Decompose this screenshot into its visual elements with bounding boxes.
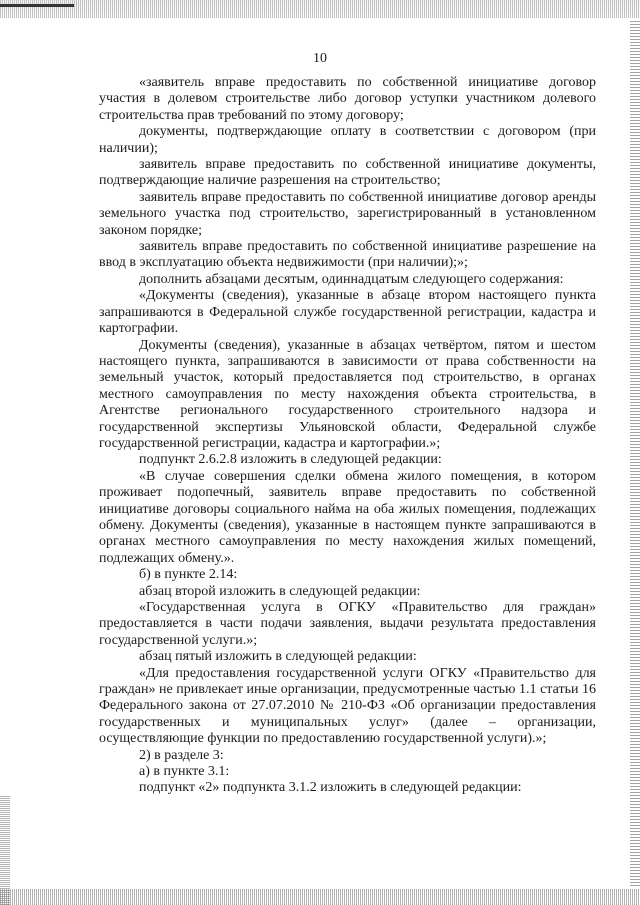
paragraph: документы, подтверждающие оплату в соответствии с договором (при наличии);: [99, 124, 596, 156]
paragraph: подпункт «2» подпункта 3.1.2 изложить в следующей редакции:: [139, 780, 522, 796]
paragraph: заявитель вправе предоставить по собственной инициативе договор аренды земельного участка под строительство, зарегистрированный в установленном законом порядке;: [99, 189, 596, 238]
paragraph: абзац второй изложить в следующей редакции:: [139, 583, 421, 599]
paragraph: Документы (сведения), указанные в абзацах четвёртом, пятом и шестом настоящего пункта, запрашиваются в зависимости от права собственности на земельный участок, который предоставляется под строительство, в органах местного самоуправления по месту нахождения объекта строительства, в Агентстве регионального государственного строительного надзора и государственной экспертизы Ульяновской области, Федеральной службе государственной регистрации, кадастра и картографии.»;: [99, 337, 596, 451]
paragraph: абзац пятый изложить в следующей редакции:: [139, 649, 417, 665]
paragraph: «Государственная услуга в ОГКУ «Правительство для граждан» предоставляется в части подачи заявления, выдачи результата предоставления государственной услуги.»;: [99, 600, 596, 648]
paragraph: «Для предоставления государственной услуги ОГКУ «Правительство для граждан» не привлекает иные организации, предусмотренные частью 1.1 статьи 16 Федерального закона от 27.07.2010 № 210-ФЗ «Об организации предоставления государственных и муниципальных услуг» (далее – организации, осуществляющие функции по предоставлению государственной услуги).»;: [99, 665, 596, 747]
paragraph: заявитель вправе предоставить по собственной инициативе документы, подтверждающие наличие разрешения на строительство;: [99, 157, 596, 189]
scan-edge-bottom: [0, 889, 640, 905]
scan-edge-right: [630, 20, 640, 886]
paragraph: дополнить абзацами десятым, одиннадцатым следующего содержания:: [139, 271, 564, 287]
page-number: 10: [313, 51, 327, 66]
paragraph: «Документы (сведения), указанные в абзаце втором настоящего пункта запрашиваются в Федеральной службе государственной регистрации, кадастра и картографии.: [99, 288, 596, 337]
paragraph: заявитель вправе предоставить по собственной инициативе разрешение на ввод в эксплуатацию объекта недвижимости (при наличии);»;: [99, 239, 596, 271]
scan-edge-bottom-left: [0, 795, 10, 905]
document-body: [99, 75, 596, 797]
scan-mark: [0, 4, 74, 7]
paragraph: а) в пункте 3.1:: [139, 764, 230, 780]
paragraph: 2) в разделе 3:: [139, 747, 224, 763]
scan-edge-top: [0, 0, 640, 18]
paragraph: «В случае совершения сделки обмена жилого помещения, в котором проживает подопечный, заявитель вправе предоставить по собственной инициативе договоры социального найма на оба жилых помещения, подлежащих обмену. Документы (сведения), указанные в настоящем пункте запрашиваются в органах местного самоуправления по месту нахождения жилых помещений, подлежащих обмену.».: [99, 468, 596, 566]
paragraph: б) в пункте 2.14:: [139, 567, 238, 583]
paragraph: подпункт 2.6.2.8 изложить в следующей редакции:: [139, 452, 442, 468]
paragraph: «заявитель вправе предоставить по собственной инициативе договор участия в долевом строительстве либо договор уступки участником долевого строительства прав требований по этому договору;: [99, 75, 596, 123]
